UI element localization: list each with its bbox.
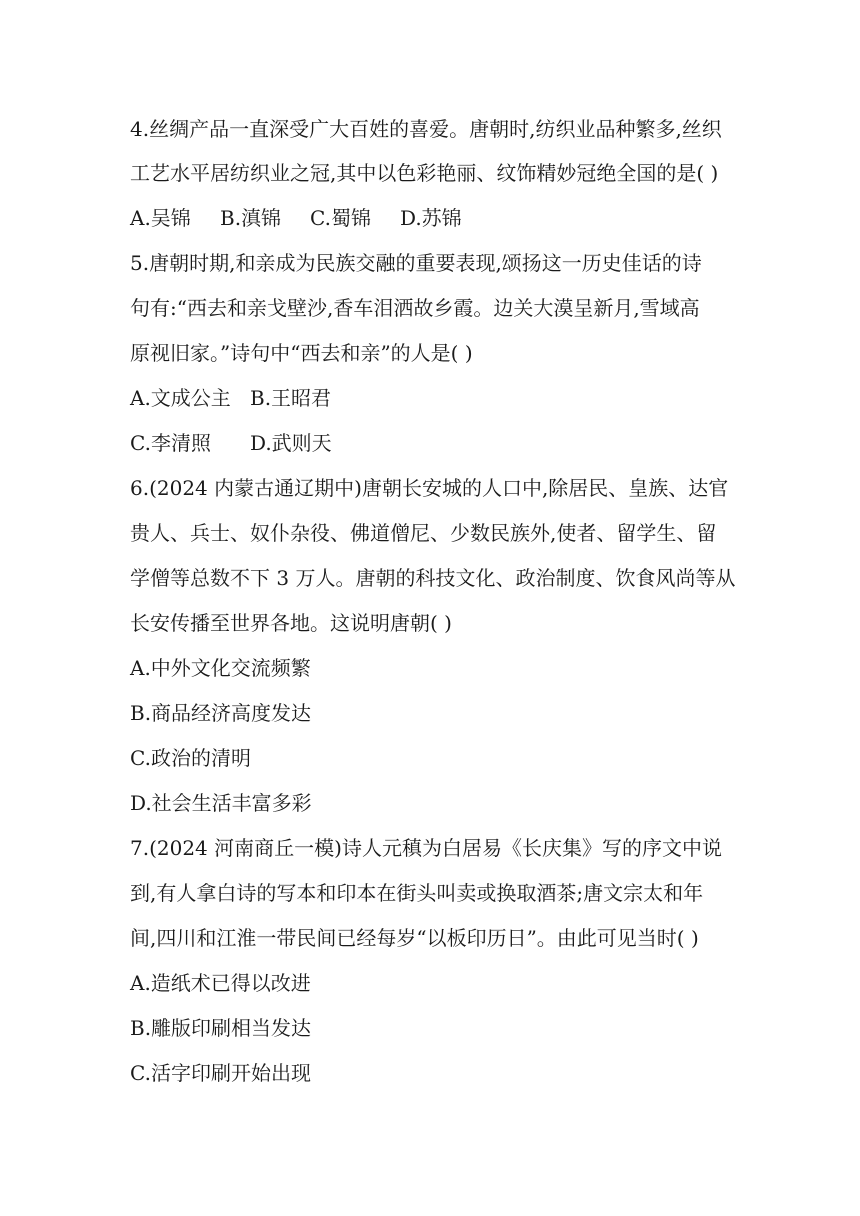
question-7-line-1: 7.(2024 河南商丘一模)诗人元稹为白居易《长庆集》写的序文中说	[130, 836, 722, 860]
question-4-option-b: B.滇锦	[220, 206, 282, 230]
question-7-option-b: B.雕版印刷相当发达	[130, 1016, 312, 1040]
question-6-option-b: B.商品经济高度发达	[130, 701, 312, 725]
question-4-option-a: A.吴锦	[130, 206, 191, 230]
question-7-option-a: A.造纸术已得以改进	[130, 971, 311, 995]
question-6-line-2: 贵人、兵士、奴仆杂役、佛道僧尼、少数民族外,使者、留学生、留	[130, 521, 717, 545]
question-5-options-row-1	[130, 385, 331, 411]
question-7-option-c: C.活字印刷开始出现	[130, 1061, 311, 1085]
question-5-option-a: A.文成公主	[130, 386, 231, 410]
question-5-line-2: 句有:“西去和亲戈壁沙,香车泪洒故乡霞。边关大漠呈新月,雪域高	[130, 296, 700, 320]
question-4-option-c: C.蜀锦	[310, 206, 371, 230]
question-5-line-3: 原视旧家。”诗句中“西去和亲”的人是( )	[130, 341, 473, 365]
question-6-option-a: A.中外文化交流频繁	[130, 656, 311, 680]
question-6-option-d: D.社会生活丰富多彩	[130, 791, 312, 815]
question-4-line-2: 工艺水平居纺织业之冠,其中以色彩艳丽、纹饰精妙冠绝全国的是( )	[130, 161, 719, 185]
question-6-line-3: 学僧等总数不下 3 万人。唐朝的科技文化、政治制度、饮食风尚等从	[130, 566, 736, 590]
question-4-line-1: 4.丝绸产品一直深受广大百姓的喜爱。唐朝时,纺织业品种繁多,丝织	[130, 117, 722, 141]
question-5-line-1: 5.唐朝时期,和亲成为民族交融的重要表现,颂扬这一历史佳话的诗	[130, 251, 702, 275]
question-5-option-d: D.武则天	[250, 431, 332, 455]
question-4-options	[130, 205, 462, 231]
question-5-option-b: B.王昭君	[250, 386, 332, 410]
question-6-option-c: C.政治的清明	[130, 746, 251, 770]
question-4-option-d: D.苏锦	[400, 206, 462, 230]
question-7-line-2: 到,有人拿白诗的写本和印本在街头叫卖或换取酒茶;唐文宗太和年	[130, 881, 704, 905]
question-6-line-4: 长安传播至世界各地。这说明唐朝( )	[130, 611, 452, 635]
question-5-option-c: C.李清照	[130, 431, 211, 455]
question-5-options-row-2	[130, 430, 332, 456]
question-7-line-3: 间,四川和江淮一带民间已经每岁“以板印历日”。由此可见当时( )	[130, 926, 699, 950]
question-6-line-1: 6.(2024 内蒙古通辽期中)唐朝长安城的人口中,除居民、皇族、达官	[130, 476, 729, 500]
